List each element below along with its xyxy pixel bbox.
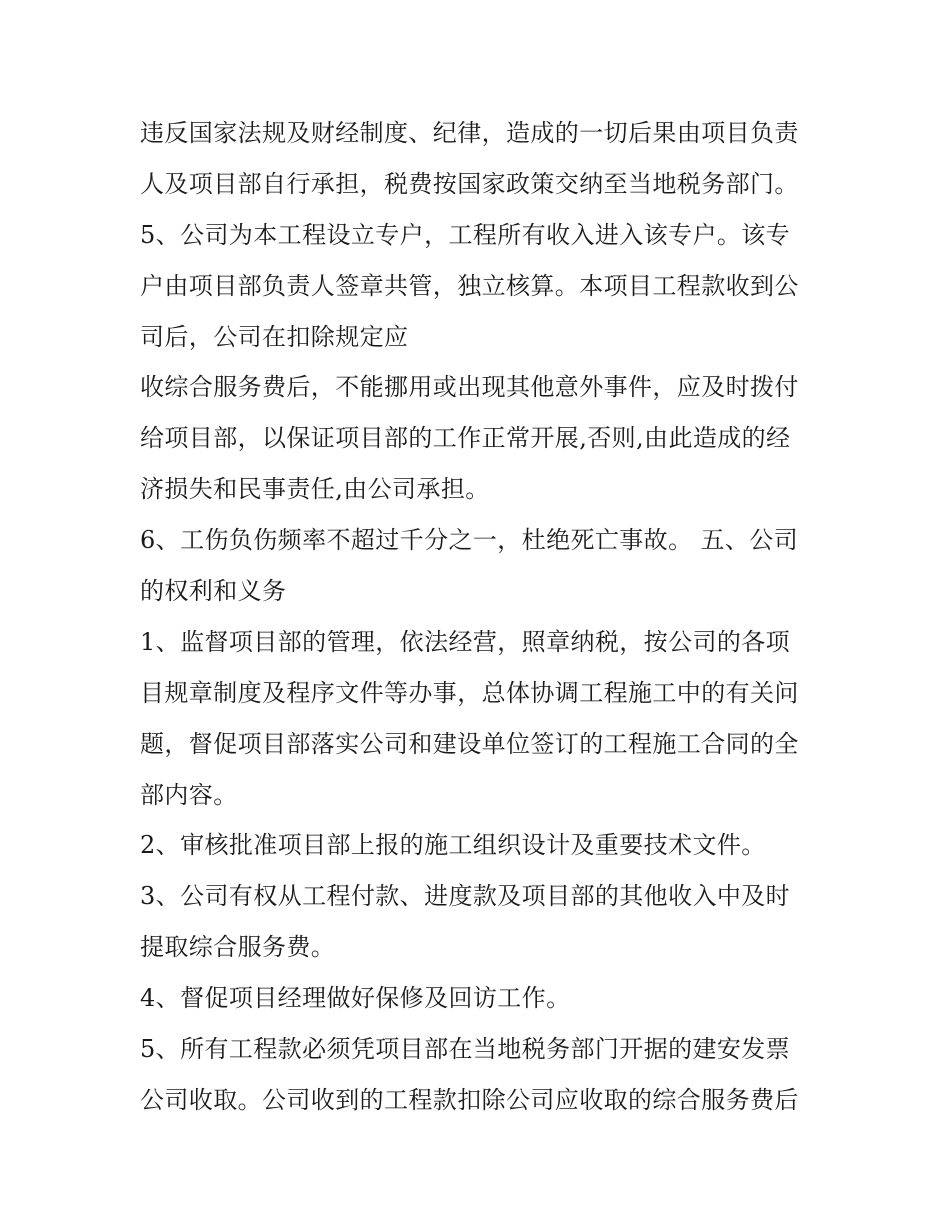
text-line: 1、监督项目部的管理，依法经营，照章纳税，按公司的各项 [140,627,791,656]
text-line: 5、所有工程款必须凭项目部在当地税务部门开据的建安发票 [140,1035,791,1064]
text-line: 题，督促项目部落实公司和建设单位签订的工程施工合同的全 [140,729,799,758]
text-line: 的权利和义务 [140,577,287,606]
text-line: 户由项目部负责人签章共管，独立核算。本项目工程款收到公 [140,271,799,300]
text-line: 目规章制度及程序文件等办事，总体协调工程施工中的有关问 [140,678,799,707]
text-line: 5、公司为本工程设立专户，工程所有收入进入该专户。该专 [140,220,791,249]
text-line: 部内容。 [140,780,238,809]
text-line: 6、工伤负伤频率不超过千分之一，杜绝死亡事故。 五、公司 [140,526,799,555]
text-line: 违反国家法规及财经制度、纪律，造成的一切后果由项目负责 [140,119,799,147]
text-line: 提取综合服务费。 [140,933,336,962]
text-line: 3、公司有权从工程付款、进度款及项目部的其他收入中及时 [140,882,791,911]
text-line: 公司收取。公司收到的工程款扣除公司应收取的综合服务费后 [140,1085,799,1114]
text-line: 司后，公司在扣除规定应 [140,322,409,351]
document-body [140,108,820,1126]
text-line: 收综合服务费后，不能挪用或出现其他意外事件，应及时拨付 [140,373,799,402]
text-line: 济损失和民事责任,由公司承担。 [140,475,490,504]
text-line: 4、督促项目经理做好保修及回访工作。 [140,984,571,1013]
text-line: 人及项目部自行承担，税费按国家政策交纳至当地税务部门。 [140,169,799,198]
text-line: 给项目部，以保证项目部的工作正常开展,否则,由此造成的经 [140,424,791,453]
text-line: 2、审核批准项目部上报的施工组织设计及重要技术文件。 [140,831,766,860]
